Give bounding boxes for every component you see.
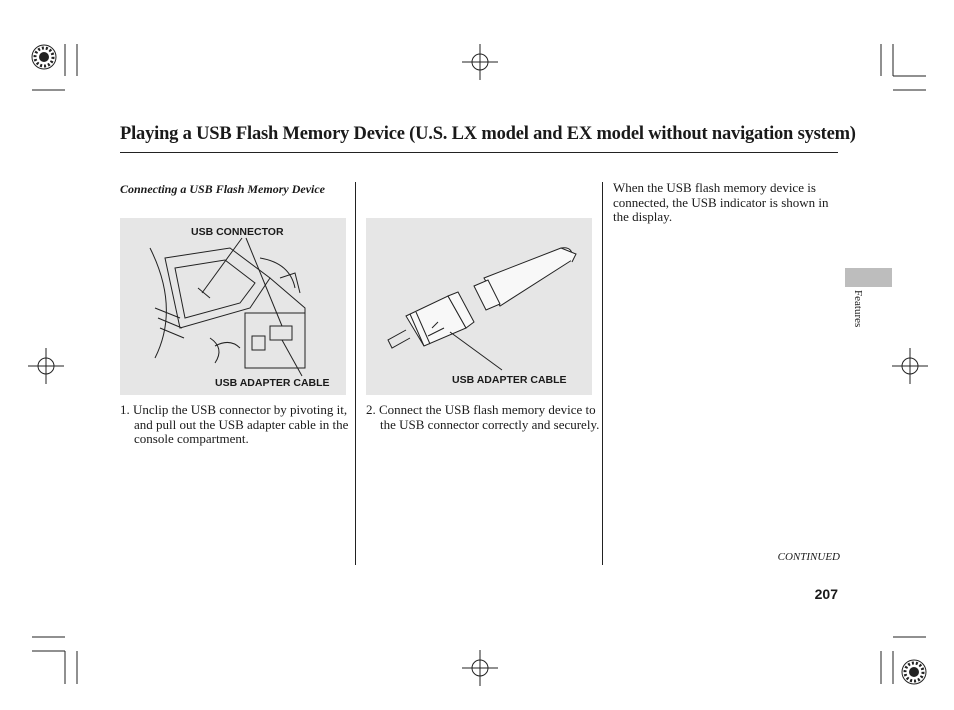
usb-drive-figure (366, 218, 592, 395)
console-compartment-illustration (120, 218, 346, 395)
step-1-text: 1. Unclip the USB connector by pivoting it, and pull out the USB adapter cable in the console compartment. (120, 402, 349, 447)
page-title: Playing a USB Flash Memory Device (U.S. LX model and EX model without navigation system) (120, 124, 856, 144)
section-tab (845, 268, 892, 287)
section-heading: Connecting a USB Flash Memory Device (120, 182, 326, 196)
console-compartment-figure (120, 218, 346, 395)
usb-connector-callout: USB CONNECTOR (191, 226, 284, 238)
registration-target-icon (32, 45, 56, 69)
column-divider (602, 182, 603, 565)
page-number: 207 (814, 586, 838, 602)
crosshair-icon (462, 44, 498, 80)
usb-adapter-cable-callout: USB ADAPTER CABLE (452, 374, 567, 386)
registration-target-icon (902, 660, 926, 684)
section-tab-label: Features (852, 290, 864, 328)
usb-drive-illustration (366, 218, 592, 395)
crosshair-icon (892, 348, 928, 384)
step-2-text: 2. Connect the USB flash memory device to the USB connector correctly and securely. (366, 402, 600, 432)
usb-indicator-note: When the USB flash memory device is connected, the USB indicator is shown in the display. (613, 180, 829, 225)
title-rule (120, 152, 838, 153)
continued-label: CONTINUED (777, 551, 840, 563)
usb-adapter-cable-callout: USB ADAPTER CABLE (215, 377, 330, 389)
crosshair-icon (462, 650, 498, 686)
crosshair-icon (28, 348, 64, 384)
column-divider (355, 182, 356, 565)
